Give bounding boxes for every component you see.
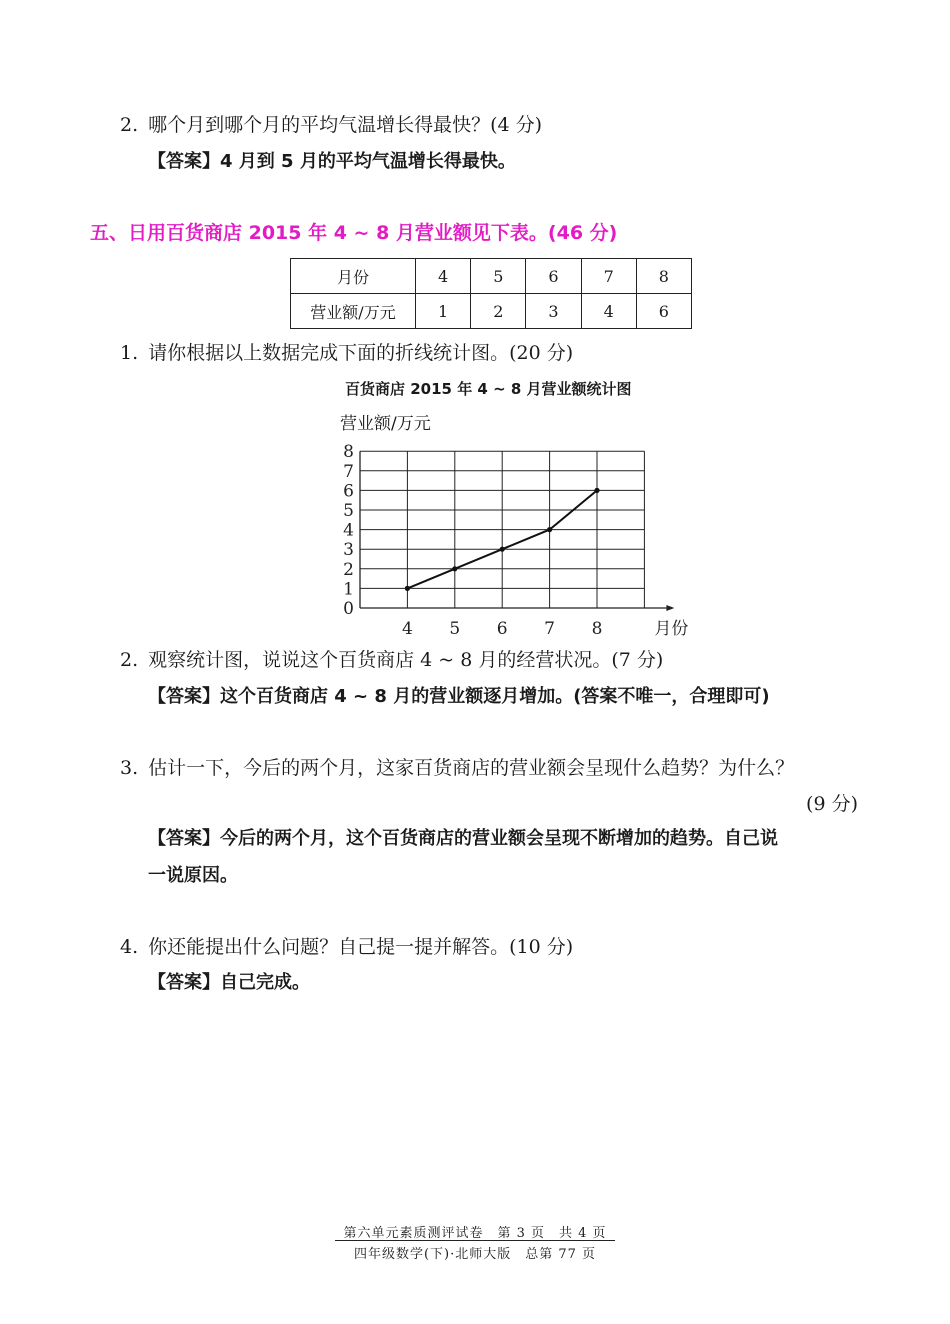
question-number: 2. [120,114,139,136]
chart-y-axis-label: 营业额/万元 [340,414,431,434]
table-cell: 1 [416,294,471,329]
y-tick-label: 6 [343,481,354,502]
question-text: 估计一下，今后的两个月，这家百货商店的营业额会呈现什么趋势？为什么？ [148,757,795,779]
table-header-sales: 营业额/万元 [291,294,416,329]
table-cell: 5 [471,259,526,294]
table-row-sales [291,294,692,329]
question-number: 4. [120,936,139,958]
footer-book-info: 四年级数学(下)·北师大版 总第 77 页 [353,1247,597,1262]
question-number: 1. [120,342,139,364]
table-cell: 4 [416,259,471,294]
y-tick-label: 7 [343,461,354,482]
question-prev-2 [120,114,542,137]
chart-x-ticks [402,619,688,639]
data-point [594,488,599,493]
table-header-month: 月份 [291,259,416,294]
footer-divider [335,1240,615,1241]
table-cell: 8 [636,259,691,294]
chart-grid [360,451,644,608]
table-row-months [291,259,692,294]
question-3-score: (9 分) [806,793,858,815]
sales-table [290,258,692,329]
table-cell: 6 [526,259,581,294]
table-cell: 2 [471,294,526,329]
question-number: 3. [120,757,139,779]
x-axis-label: 月份 [654,619,689,639]
y-tick-label: 2 [343,559,354,580]
answer-3-line-1: 【答案】今后的两个月，这个百货商店的营业额会呈现不断增加的趋势。自己说 [148,828,778,849]
answer-2: 【答案】这个百货商店 4 ~ 8 月的营业额逐月增加。(答案不唯一，合理即可) [148,686,770,707]
chart-title: 百货商店 2015 年 4 ~ 8 月营业额统计图 [345,380,632,398]
question-3 [120,757,794,780]
answer-4: 【答案】自己完成。 [148,972,310,993]
y-tick-label: 4 [343,520,354,541]
question-number: 2. [120,649,139,671]
data-point [405,586,410,591]
question-1 [120,342,573,365]
section-five-heading: 五、日用百货商店 2015 年 4 ~ 8 月营业额见下表。(46 分) [90,222,618,244]
table-cell: 3 [526,294,581,329]
x-tick-label: 6 [496,619,508,639]
table-cell: 6 [636,294,691,329]
question-2 [120,649,663,672]
x-tick-label: 7 [544,619,556,639]
data-point [500,547,505,552]
data-point [547,527,552,532]
question-text: 你还能提出什么问题？自己提一提并解答。(10 分) [148,936,574,958]
y-tick-label: 1 [343,579,354,600]
y-tick-label: 0 [343,599,354,619]
line-chart [320,430,690,645]
question-4 [120,936,573,959]
chart-y-ticks [343,442,354,619]
footer-page-info: 第六单元素质测评试卷 第 3 页 共 4 页 [343,1226,607,1241]
x-axis-arrow [666,605,674,611]
question-text: 哪个月到哪个月的平均气温增长得最快？(4 分) [148,114,543,136]
table-cell: 7 [581,259,636,294]
question-text: 请你根据以上数据完成下面的折线统计图。(20 分) [148,342,574,364]
x-tick-label: 5 [449,619,461,639]
data-point [452,566,457,571]
y-tick-label: 5 [343,501,354,521]
x-tick-label: 4 [401,619,413,639]
answer-prev-2: 【答案】4 月到 5 月的平均气温增长得最快。 [148,151,516,172]
answer-3-line-2: 一说原因。 [148,865,238,886]
y-tick-label: 3 [343,540,354,561]
y-tick-label: 8 [343,442,354,463]
x-tick-label: 8 [591,619,603,639]
table-cell: 4 [581,294,636,329]
question-text: 观察统计图，说说这个百货商店 4 ~ 8 月的经营状况。(7 分) [148,649,664,671]
